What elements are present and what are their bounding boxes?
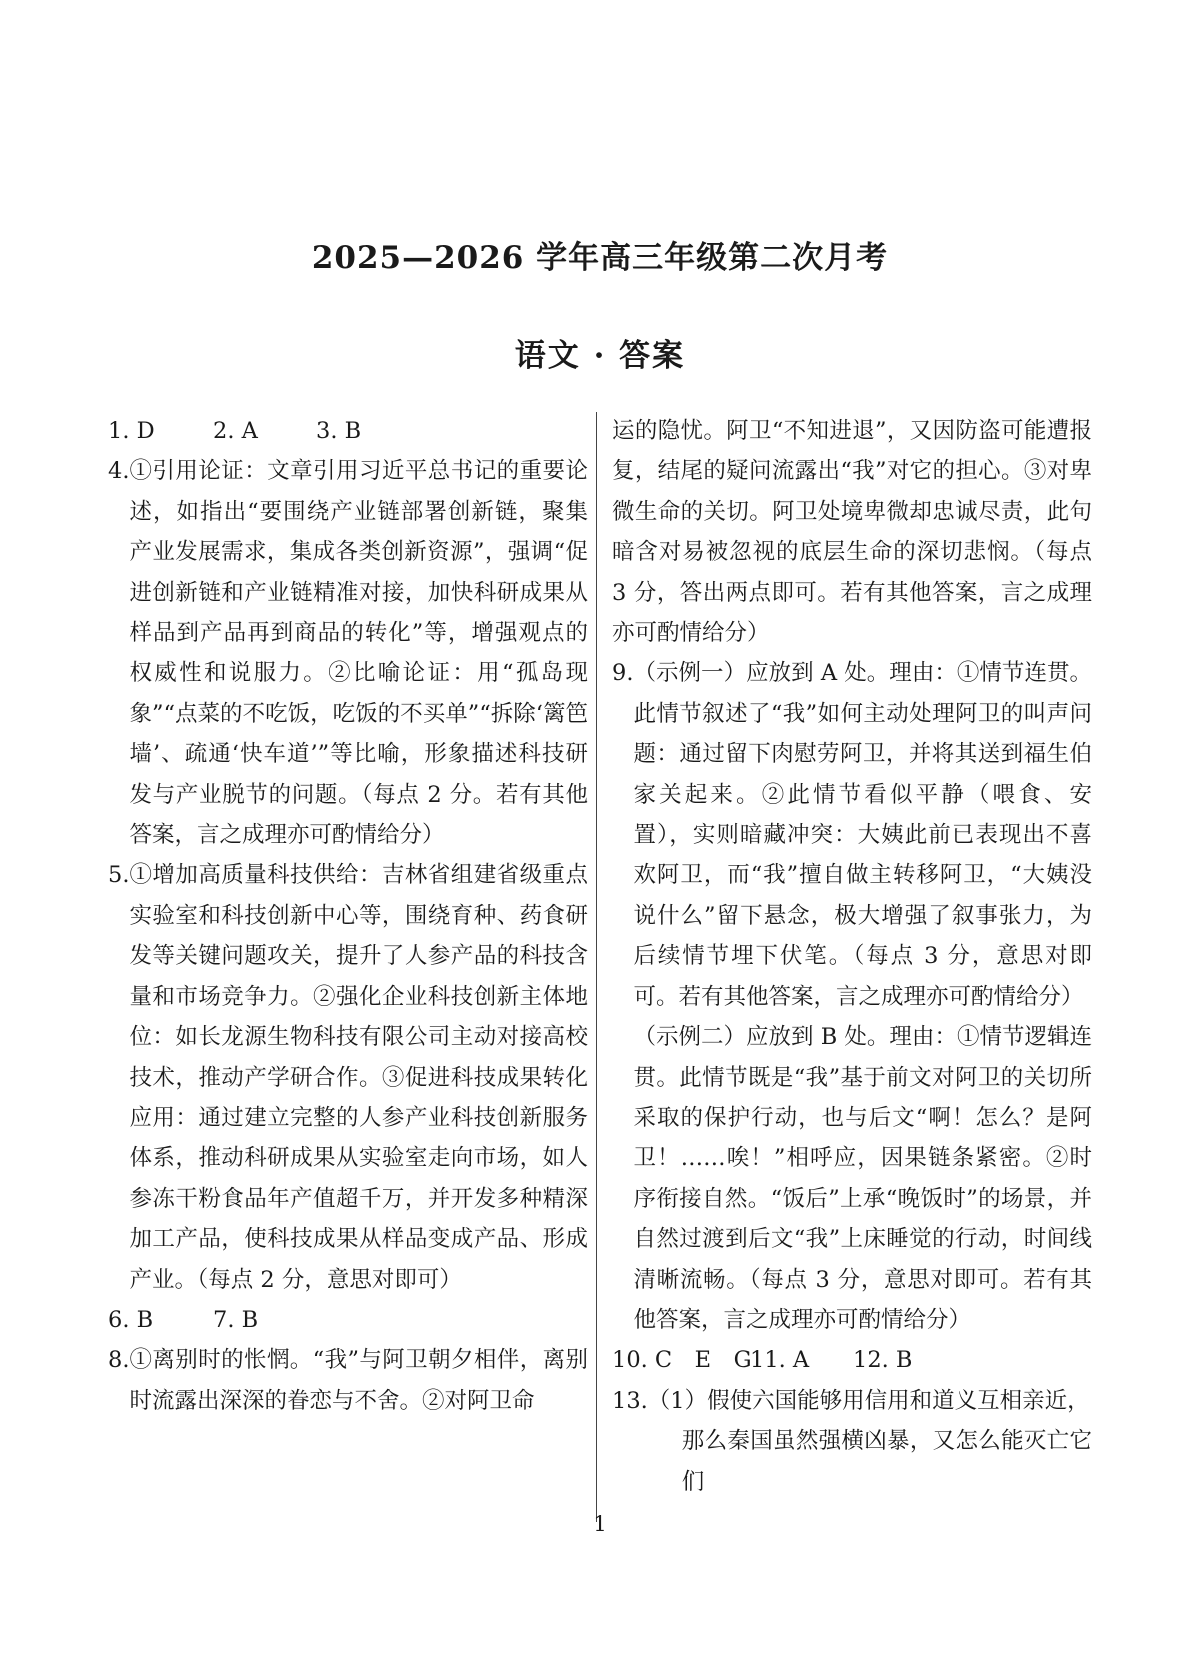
answer-3: 3. B [316, 418, 362, 444]
page-subtitle: 语文 · 答案 [514, 338, 686, 374]
answer-10: 10. C E G [612, 1347, 752, 1374]
answer-row-10-12 [612, 1340, 1092, 1380]
right-column [612, 411, 1092, 1502]
answer-8 [108, 1340, 588, 1421]
answer-13-number: 13. [612, 1387, 648, 1414]
answer-8-number: 8. [108, 1347, 130, 1374]
answer-4 [108, 451, 588, 855]
answer-9-number: 9. [612, 660, 634, 687]
left-column [108, 411, 588, 1421]
answer-4-number: 4. [108, 458, 130, 485]
answer-13-line-1: （1）假使六国能够用信用和道义互相亲近， [647, 1387, 1090, 1414]
answer-13-line-2: 那么秦国虽然强横凶暴，又怎么能灭亡它们 [681, 1428, 1092, 1495]
answer-13-text [648, 1381, 1092, 1502]
answer-6: 6. B [108, 1306, 154, 1333]
page-title: 2025—2026 学年高三年级第二次月考 [311, 240, 889, 276]
column-divider [596, 412, 597, 1522]
answer-9-text [633, 653, 1092, 1340]
answer-5-number: 5. [108, 862, 130, 889]
answer-row-1-3 [108, 411, 588, 451]
answer-11: 11. A [750, 1347, 810, 1374]
answer-4-text: ①引用论证：文章引用习近平总书记的重要论述，如指出“要围绕产业链部署创新链，聚集产业发展需求，集成各类创新资源”，强调“促进创新链和产业链精准对接，加快科研成果从样品到产品再到商品的转化”等，增强观点的权威性和说服力。②比喻论证：用“孤岛现象”“点菜的不吃饭，吃饭的不买单”“拆除‘篱笆墙’、疏通‘快车道’”等比喻，形象描述科技研发与产业脱节的问题。（每点 2 分。若有其他答案，言之成理亦可酌情给分） [129, 458, 588, 849]
answer-12: 12. B [853, 1347, 913, 1374]
answer-9-example-1: （示例一）应放到 A 处。理由：①情节连贯。此情节叙述了“我”如何主动处理阿卫的叫声问题：通过留下肉慰劳阿卫，并将其送到福生伯家关起来。②此情节看似平静（喂食、安置），实则暗藏冲突：大姨此前已表现出不喜欢阿卫，而“我”擅自做主转移阿卫，“大姨没说什么”留下悬念，极大增强了叙事张力，为后续情节埋下伏笔。（每点 3 分，意思对即可。若有其他答案，言之成理亦可酌情给分） [633, 660, 1092, 1010]
answer-8-continued: 运的隐忧。阿卫“不知进退”，又因防盗可能遭报复，结尾的疑问流露出“我”对它的担心。③对卑微生命的关切。阿卫处境卑微却忠诚尽责，此句暗含对易被忽视的底层生命的深切悲悯。（每点 3 分，答出两点即可。若有其他答案，言之成理亦可酌情给分） [612, 418, 1092, 647]
answer-5 [108, 855, 588, 1299]
page-number: 1 [593, 1512, 607, 1536]
answer-1: 1. D [108, 418, 155, 444]
answer-9 [612, 653, 1092, 1340]
answer-8-text: ①离别时的怅惘。“我”与阿卫朝夕相伴，离别时流露出深深的眷恋与不舍。②对阿卫命 [129, 1347, 588, 1414]
answer-5-text: ①增加高质量科技供给：吉林省组建省级重点实验室和科技创新中心等，围绕育种、药食研发等关键问题攻关，提升了人参产品的科技含量和市场竞争力。②强化企业科技创新主体地位：如长龙源生物科技有限公司主动对接高校技术，推动产学研合作。③促进科技成果转化应用：通过建立完整的人参产业科技创新服务体系，推动科研成果从实验室走向市场，如人参冻干粉食品年产值超千万，并开发多种精深加工产品，使科技成果从样品变成产品、形成产业。（每点 2 分，意思对即可） [129, 862, 588, 1293]
answer-13 [612, 1381, 1092, 1502]
answer-row-6-7 [108, 1300, 588, 1340]
answer-9-example-2: （示例二）应放到 B 处。理由：①情节逻辑连贯。此情节既是“我”基于前文对阿卫的关切所采取的保护行动，也与后文“啊！怎么？是阿卫！……唉！”相呼应，因果链条紧密。②时序衔接自然。“饭后”上承“晚饭时”的场景，并自然过渡到后文“我”上床睡觉的行动，时间线清晰流畅。（每点 3 分，意思对即可。若有其他答案，言之成理亦可酌情给分） [633, 1024, 1092, 1333]
answer-2: 2. A [213, 418, 258, 444]
answer-7: 7. B [213, 1306, 259, 1333]
